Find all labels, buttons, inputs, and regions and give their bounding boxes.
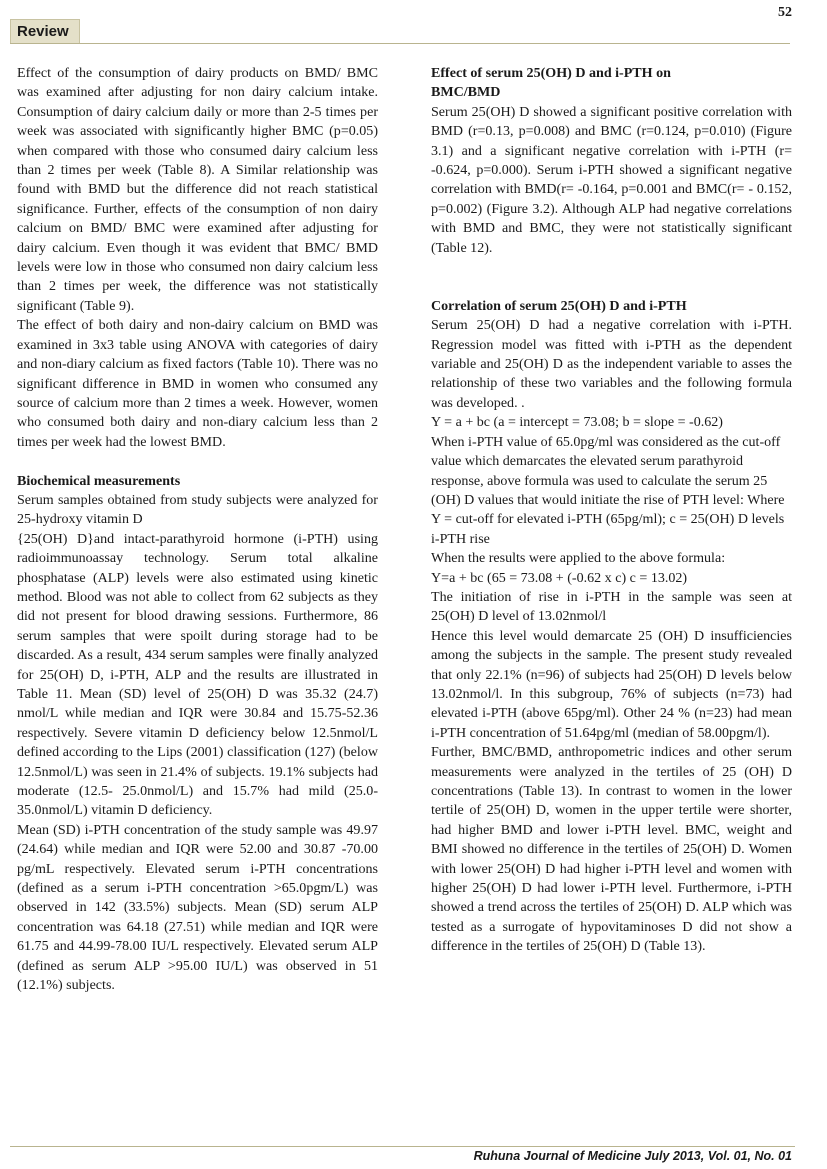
heading-biochemical: Biochemical measurements <box>17 472 181 489</box>
header-rule <box>10 43 790 44</box>
journal-footer: Ruhuna Journal of Medicine July 2013, Vol. 01, No. 01 <box>473 1149 792 1163</box>
spacer <box>17 452 378 471</box>
heading-effect-line2: BMC/BMD <box>431 84 501 101</box>
paragraph-correlations: Serum 25(OH) D showed a significant positive correlation with BMD (r=0.13, p=0.008) and BMC (r=0.124, p=0.010) (Figure 3.1) and a significant negative correlation with i-PTH (r= -0.624, p=0.000). Serum i-PTH showed a significant negative correlation with BMD(r= -0.164, p=0.001 and BMC(r= - 0.152, p=0.002) (Figure 3.2). Although ALP had negative correlations with BMD and BMC, they were not statistically significant (Table 12). <box>431 103 792 256</box>
paragraph-dairy-effect: Effect of the consumption of dairy products on BMD/ BMC was examined after adjusting for non dairy calcium intake. Consumption of dairy calcium daily or more than 2-5 times per week was associated with significantly higher BMC (p=0.05) when compared with those who consumed dairy calcium less than 2 times per week (Table 8). A Similar relationship was found with BMD but the difference did not reach statistical significance. Further, effects of the consumption of non dairy calcium on BMD/ BMC were examined after adjusting for dairy calcium. Even though it was evident that BMC/ BMD levels were low in those who consumed non dairy calcium less than 2 times per week, the difference was not statistically significant (Table 9). <box>17 65 378 314</box>
heading-effect-line1: Effect of serum 25(OH) D and i-PTH on <box>431 65 671 81</box>
paragraph-radioimmunoassay: {25(OH) D}and intact-parathyroid hormone (i-PTH) using radioimmunoassay technology. Serum total alkaline phosphatase (ALP) levels were also estimated using kinetic method. Blood was not able to collect from 62 subjects as they did not present for blood drawing sessions. Furthermore, 86 serum samples that were spoilt during storage had to be discarded. As a result, 434 serum samples were finally analyzed for 25(OH) D, i-PTH, ALP and the results are illustrated in Table 11. Mean (SD) level of 25(OH) D was 35.32 (24.7) nmol/L while median and IQR were 30.84 and 15.75-52.36 respectively. Severe vitamin D deficiency below 12.5nmol/L defined according to the Lips (2001) classification (127) (below 12.5nmol/L) was seen in 21.4% of subjects. 19.1% subjects had moderate (12.5- 25.0nmol/L) and 15.7% had mild (25.0-35.0nmol/L) vitamin D deficiency. <box>17 530 378 819</box>
left-column <box>17 64 378 995</box>
paragraph-serum-samples: Serum samples obtained from study subjects were analyzed for 25-hydroxy vitamin D <box>17 491 378 528</box>
paragraph-cutoff: When i-PTH value of 65.0pg/ml was considered as the cut-off value which demarcates the elevated serum parathyroid response, above formula was used to calculate the serum 25 (OH) D values that would initiate the rise of PTH level: Where <box>431 433 785 508</box>
paragraph-regression: Serum 25(OH) D had a negative correlation with i-PTH. Regression model was fitted with i-PTH as the dependent variable and 25(OH) D as the independent variable to asses the relationship of these two variables and the following formula was developed. . <box>431 317 792 411</box>
spacer <box>431 258 792 297</box>
paragraph-tertiles: Further, BMC/BMD, anthropometric indices and other serum measurements were analyzed in the tertiles of 25 (OH) D concentrations (Table 13). In contrast to women in the lower tertile of 25(OH) D, women in the upper tertile were shorter, had higher BMD and lower i-PTH level. BMC, weight and BMI showed no difference in the tertiles of 25(OH) D. Women with lower 25(OH) D had higher i-PTH level and women with higher 25(OH) D had lower i-PTH level. Furthermore, i-PTH showed a trend across the tertiles of 25(OH) D. ALP which was tested as a surrogate of hypovitaminoses D did not show a difference in the tertiles of 25(OH) D (Table 13). <box>431 744 792 955</box>
paragraph-insufficiency: Hence this level would demarcate 25 (OH) D insufficiencies among the subjects in the sample. The present study revealed that only 22.1% (n=96) of subjects had 25(OH) D levels below 13.02nmol/l. In this subgroup, 76% of subjects (n=73) had elevated i-PTH (above 65pg/ml). Other 24 % (n=23) had mean i-PTH concentration of 51.64pg/ml (median of 58.00pgm/l). <box>431 627 792 741</box>
formula-applied: Y=a + bc (65 = 73.08 + (-0.62 x c) c = 13.02) <box>431 569 688 586</box>
right-column <box>431 64 792 957</box>
paragraph-cutoff-definition: Y = cut-off for elevated i-PTH (65pg/ml); c = 25(OH) D levels i-PTH rise <box>431 511 785 547</box>
heading-correlation: Correlation of serum 25(OH) D and i-PTH <box>431 297 687 314</box>
paragraph-ipth-alp: Mean (SD) i-PTH concentration of the study sample was 49.97 (24.64) while median and IQR were 52.00 and 30.87 -70.00 pg/mL respectively. Elevated serum i-PTH concentrations (defined as a serum i-PTH concentration >65.0pgm/L) was observed in 142 (33.5%) subjects. Mean (SD) serum ALP concentration was 64.18 (27.51) while median and IQR were 61.75 and 44.99-78.00 IU/L respectively. Elevated serum ALP (defined as serum ALP >95.00 IU/L) was observed in 51 (12.1%) subjects. <box>17 821 378 994</box>
section-tag: Review <box>10 19 80 43</box>
paragraph-applied: When the results were applied to the above formula: <box>431 550 726 567</box>
paragraph-initiation: The initiation of rise in i-PTH in the sample was seen at 25(OH) D level of 13.02nmol/l <box>431 588 792 625</box>
footer-rule <box>10 1146 795 1147</box>
paragraph-anova: The effect of both dairy and non-dairy calcium on BMD was examined in 3x3 table using ANOVA with categories of dairy and non-diary calcium as fixed factors (Table 10). There was no significant difference in BMD in women who consumed any source of calcium more than 2 times a week. However, women who consumed both dairy and non-diary calcium less than 2 times per week had the lowest BMD. <box>17 317 378 450</box>
page-number: 52 <box>778 5 792 20</box>
formula-regression: Y = a + bc (a = intercept = 73.08; b = slope = -0.62) <box>431 414 723 431</box>
